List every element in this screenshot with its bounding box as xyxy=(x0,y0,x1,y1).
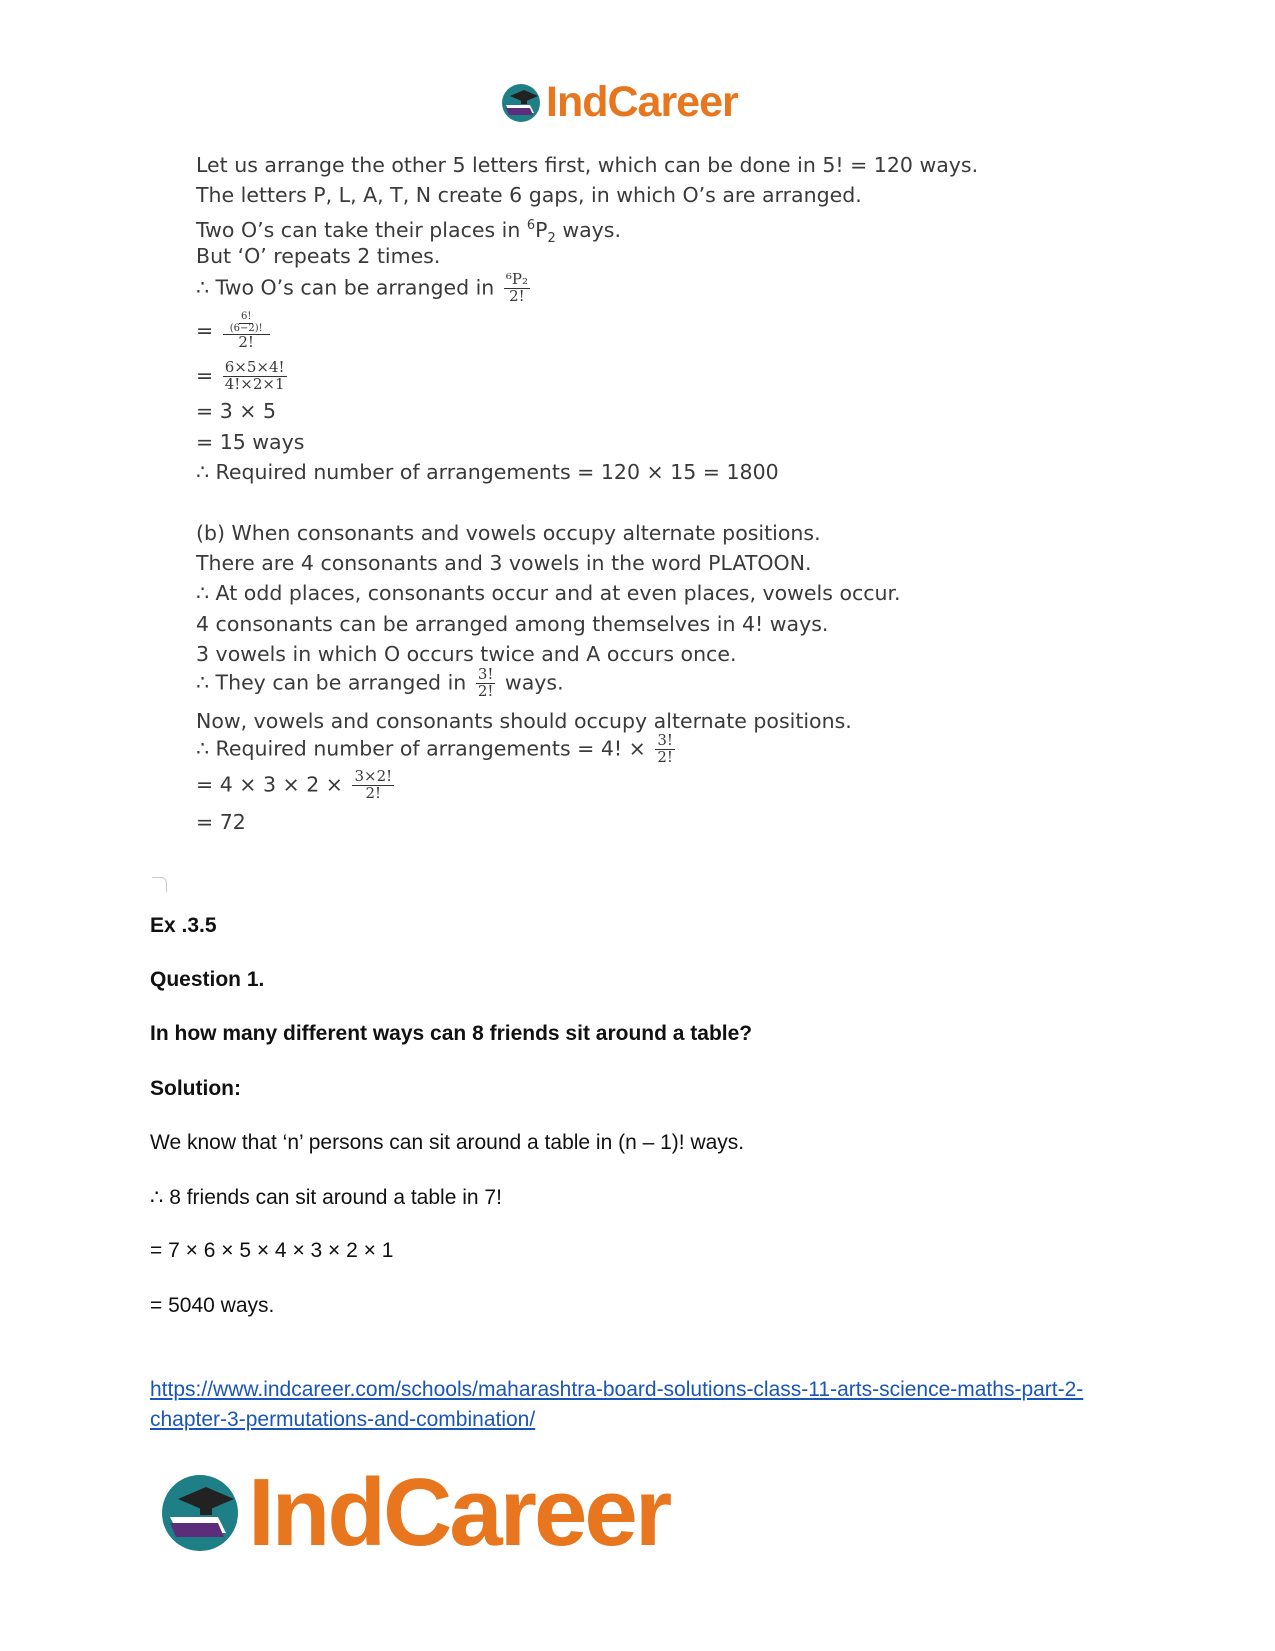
scan-line: ∴ Two O’s can be arranged in $\frac{\text{⁶P₂}}{2!}$ xyxy=(196,270,528,305)
graduation-book-icon xyxy=(500,82,542,124)
scan-line: = 3 × 5 xyxy=(196,399,276,423)
footer-logo xyxy=(158,1458,669,1568)
logo-text: IndCareer xyxy=(248,1459,670,1566)
solution-line: We know that ‘n’ persons can sit around a table in (n – 1)! ways. xyxy=(150,1131,745,1154)
logo-text: IndCareer xyxy=(546,78,738,126)
solution-line: = 5040 ways. xyxy=(150,1294,275,1317)
solution-heading: Solution: xyxy=(150,1077,241,1100)
scan-line: (b) When consonants and vowels occupy alternate positions. xyxy=(196,521,821,545)
fraction: $\frac{3!}{2!}$ xyxy=(657,731,673,766)
scan-line: ∴ At odd places, consonants occur and at even places, vowels occur. xyxy=(196,581,901,605)
scan-line: Two O’s can take their places in $^6P_2$ ways. xyxy=(196,217,621,246)
solution-line: ∴ 8 friends can sit around a table in 7! xyxy=(150,1186,502,1209)
exercise-heading: Ex .3.5 xyxy=(150,914,217,937)
scan-line: There are 4 consonants and 3 vowels in the word PLATOON. xyxy=(196,551,812,575)
image-corner-mark xyxy=(152,877,167,892)
scan-line: But ‘O’ repeats 2 times. xyxy=(196,244,441,268)
scan-line: 4 consonants can be arranged among themselves in 4! ways. xyxy=(196,612,829,636)
scan-line: ∴ Required number of arrangements = 120 × 15 = 1800 xyxy=(196,460,779,484)
fraction: $\frac{6\times 5\times 4!}{4!\times 2\times 1}$ xyxy=(224,358,285,393)
scan-line: Now, vowels and consonants should occupy alternate positions. xyxy=(196,709,852,733)
header-logo xyxy=(500,78,738,127)
fraction: $\frac{3!}{2!}$ xyxy=(477,665,494,700)
fraction: $\frac{3\times 2!}{2!}$ xyxy=(354,767,393,802)
scan-line: = 72 xyxy=(196,810,246,834)
question-text: In how many different ways can 8 friends sit around a table? xyxy=(150,1022,753,1045)
scan-line: = $\frac{6\times 5\times 4!}{4!\times 2\times 1}$ xyxy=(196,358,285,393)
scan-line: = $\frac{\frac{6!}{(6-2)!}}{2!}$ xyxy=(196,312,273,351)
scan-line: = 4 × 3 × 2 × $\frac{3\times 2!}{2!}$ xyxy=(196,767,393,802)
scan-line: ∴ Required number of arrangements = 4! × $\frac{3!}{2!}$ xyxy=(196,731,673,766)
fraction: $\frac{\text{⁶P₂}}{2!}$ xyxy=(505,270,528,305)
scan-line: ∴ They can be arranged in $\frac{3!}{2!}$ ways. xyxy=(196,665,564,700)
scan-line: Let us arrange the other 5 letters first, which can be done in 5! = 120 ways. xyxy=(196,153,979,177)
question-heading: Question 1. xyxy=(150,968,265,991)
scan-line: 3 vowels in which O occurs twice and A occurs once. xyxy=(196,642,737,666)
source-link[interactable]: https://www.indcareer.com/schools/maharashtra-board-solutions-class-11-arts-science-maths-part-2-chapter-3-permutations-and-combination/ xyxy=(150,1378,1084,1431)
solution-line: = 7 × 6 × 5 × 4 × 3 × 2 × 1 xyxy=(150,1239,394,1262)
graduation-book-icon xyxy=(158,1471,242,1555)
scan-line: The letters P, L, A, T, N create 6 gaps, in which O’s are arranged. xyxy=(196,183,862,207)
scan-line: = 15 ways xyxy=(196,430,305,454)
compound-fraction: $\frac{\frac{6!}{(6-2)!}}{2!}$ xyxy=(223,312,270,351)
